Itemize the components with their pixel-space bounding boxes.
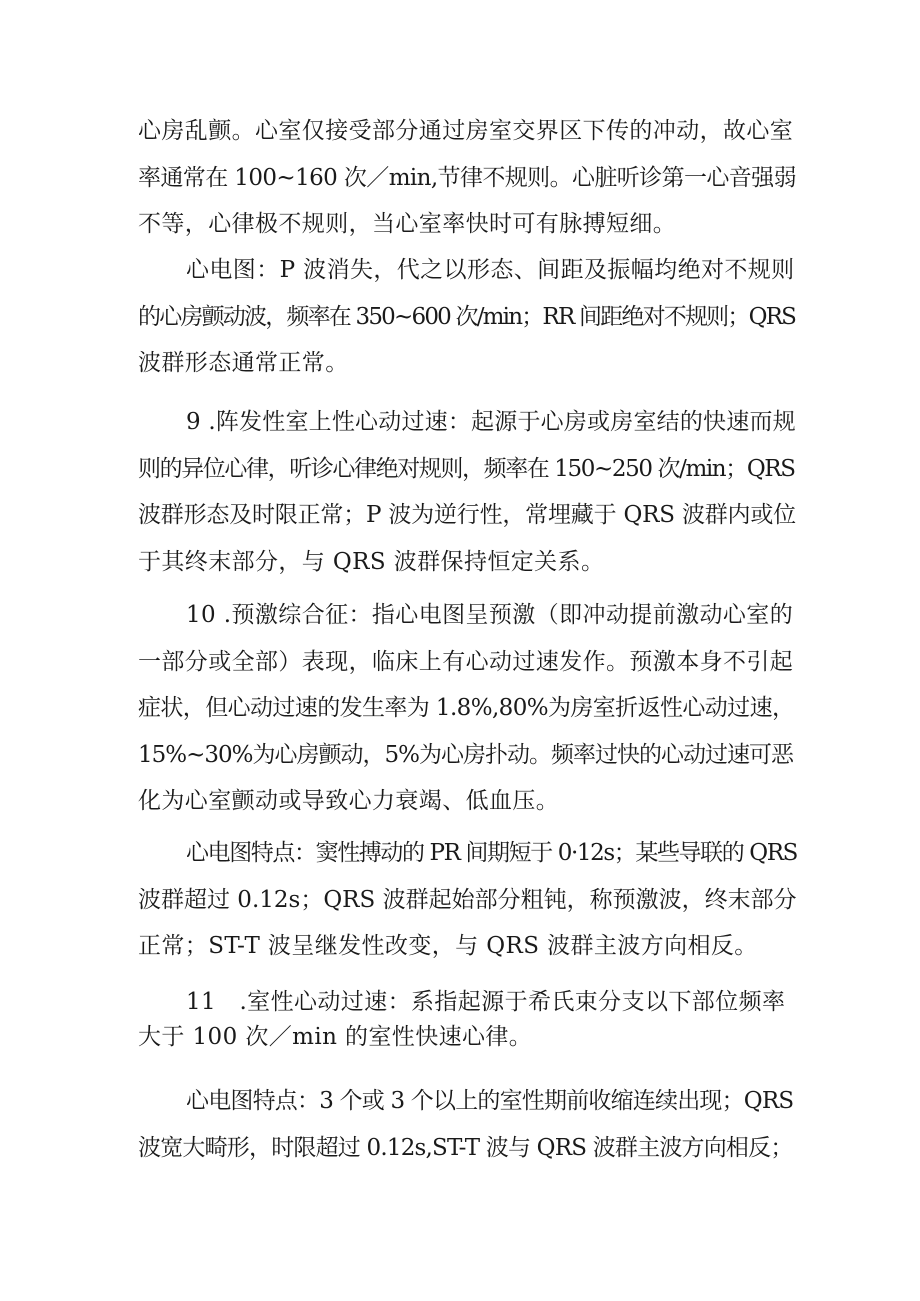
paragraph-ventricular-tachycardia-ecg — [138, 1078, 798, 1171]
text-line: 化为心室颤动或导致心力衰竭、低血压。 — [138, 788, 560, 814]
text-line: 波群形态及时限正常；P 波为逆行性，常埋藏于 QRS 波群内或位 — [138, 502, 796, 528]
text-line: 不等，心律极不规则，当心室率快时可有脉搏短细。 — [138, 211, 677, 237]
text-line: 的心房颤动波，频率在 350~600 次/min；RR 间距绝对不规则；QRS — [138, 303, 796, 330]
text-line: 心房乱颤。心室仅接受部分通过房室交界区下传的冲动，故心室 — [138, 118, 794, 144]
text-line: 波宽大畸形，时限超过 0.12s,ST-T 波与 QRS 波群主波方向相反； — [138, 1134, 793, 1161]
text-line: 率通常在 100~160 次／min,节律不规则。心脏听诊第一心音强弱 — [138, 164, 796, 191]
paragraph-preexcitation-syndrome — [138, 592, 798, 825]
text-line: 心电图特点：窦性搏动的 PR 间期短于 0·12s；某些导联的 QRS — [186, 840, 797, 866]
paragraph-atrial-fibrillation-continued — [138, 108, 798, 248]
text-line: 15%~30%为心房颤动，5%为心房扑动。频率过快的心动过速可恶 — [138, 741, 794, 768]
text-line: 症状，但心动过速的发生率为 1.8%,80%为房室折返性心动过速， — [138, 695, 795, 721]
paragraph-preexcitation-ecg — [138, 830, 798, 970]
paragraph-ventricular-tachycardia — [138, 979, 798, 1056]
text-line: 心电图特点：3 个或 3 个以上的室性期前收缩连续出现；QRS — [186, 1088, 794, 1114]
text-line: 大于 100 次／min 的室性快速心律。 — [138, 1023, 533, 1050]
paragraph-svt — [138, 399, 798, 585]
text-line: 10 .预激综合征：指心电图呈预激（即冲动提前激动心室的 — [186, 602, 794, 628]
text-line: 波群超过 0.12s；QRS 波群起始部分粗钝，称预激波，终末部分 — [138, 886, 797, 913]
text-line: 9 .阵发性室上性心动过速：起源于心房或房室结的快速而规 — [186, 409, 796, 435]
text-line: 正常；ST-T 波呈继发性改变，与 QRS 波群主波方向相反。 — [138, 933, 758, 959]
text-line: 波群形态通常正常。 — [138, 350, 349, 376]
text-line: 于其终末部分，与 QRS 波群保持恒定关系。 — [138, 548, 605, 575]
text-line: 心电图：P 波消失，代之以形态、间距及振幅均绝对不规则 — [186, 257, 795, 283]
paragraph-atrial-fibrillation-ecg — [138, 247, 798, 387]
text-line: 一部分或全部）表现，临床上有心动过速发作。预激本身不引起 — [138, 648, 794, 675]
text-line: 则的异位心律，听诊心律绝对规则，频率在 150~250 次/min；QRS — [138, 455, 795, 482]
text-line: 11 .室性心动过速：系指起源于希氏束分支以下部位频率 — [186, 989, 786, 1015]
